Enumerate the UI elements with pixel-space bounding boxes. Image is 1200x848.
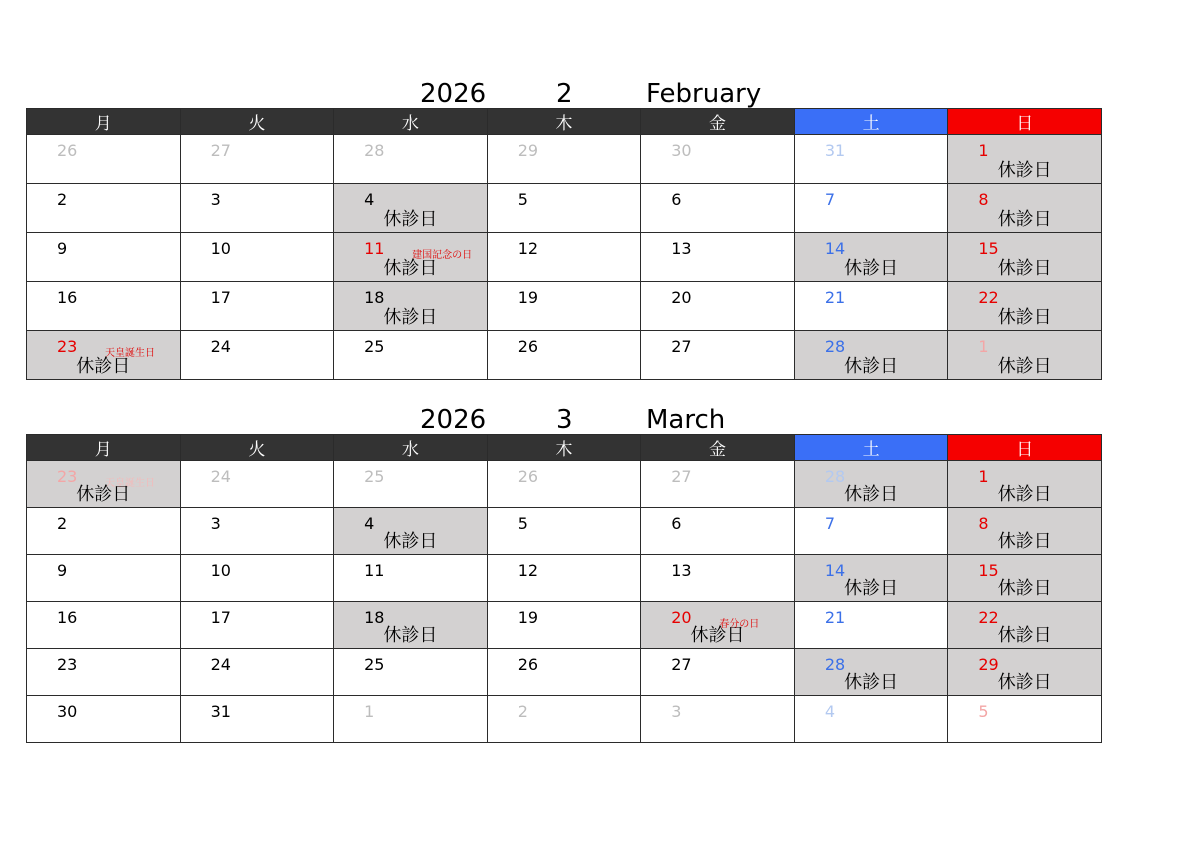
day-cell — [27, 508, 181, 555]
weekday-thu: 木 — [487, 109, 641, 135]
holiday-name: 天皇誕生日 — [105, 478, 155, 489]
day-number: 26 — [517, 655, 539, 674]
week-row — [27, 184, 1102, 233]
week-row — [27, 135, 1102, 184]
weekday-mon: 月 — [27, 435, 181, 461]
day-cell — [180, 602, 334, 649]
day-cell — [641, 331, 795, 380]
day-number: 1 — [978, 467, 989, 486]
title-month-name: March — [646, 405, 726, 435]
closed-label: 休診日 — [997, 531, 1052, 552]
day-cell — [948, 696, 1102, 743]
day-cell — [27, 696, 181, 743]
day-number: 4 — [824, 702, 835, 721]
day-number: 25 — [364, 467, 385, 486]
day-cell — [948, 508, 1102, 555]
calendar-title — [26, 78, 1102, 108]
week-row — [27, 555, 1102, 602]
day-cell — [487, 649, 641, 696]
day-number: 28 — [824, 337, 846, 356]
day-number: 13 — [671, 239, 692, 258]
closed-label: 休診日 — [997, 307, 1052, 328]
day-cell — [27, 184, 181, 233]
day-number: 12 — [517, 239, 539, 258]
closed-label: 休診日 — [997, 209, 1052, 230]
closed-label: 休診日 — [383, 625, 438, 646]
weekday-mon: 月 — [27, 109, 181, 135]
day-cell — [334, 233, 488, 282]
closed-label: 休診日 — [997, 578, 1052, 599]
day-cell — [794, 649, 948, 696]
day-cell — [948, 555, 1102, 602]
calendar-title — [26, 404, 1102, 434]
closed-label: 休診日 — [76, 484, 131, 505]
closed-label: 休診日 — [997, 258, 1052, 279]
day-cell — [27, 461, 181, 508]
day-cell — [180, 331, 334, 380]
day-number: 5 — [517, 514, 528, 533]
day-cell — [641, 233, 795, 282]
closed-label: 休診日 — [997, 484, 1052, 505]
day-cell — [641, 649, 795, 696]
day-number: 5 — [517, 190, 528, 209]
day-number: 5 — [978, 702, 989, 721]
day-cell — [794, 135, 948, 184]
day-number: 23 — [57, 467, 78, 486]
day-cell — [641, 282, 795, 331]
closed-label: 休診日 — [76, 356, 131, 377]
weekday-tue: 火 — [180, 109, 334, 135]
day-number: 27 — [671, 467, 692, 486]
day-cell — [487, 233, 641, 282]
day-cell — [27, 233, 181, 282]
week-row — [27, 233, 1102, 282]
day-cell — [641, 135, 795, 184]
closed-label: 休診日 — [383, 209, 438, 230]
day-number: 26 — [517, 337, 539, 356]
weekday-wed: 水 — [334, 435, 488, 461]
day-number: 1 — [978, 141, 989, 160]
day-number: 4 — [364, 514, 375, 533]
day-number: 28 — [364, 141, 385, 160]
day-number: 3 — [210, 514, 221, 533]
title-year: 2026 — [420, 405, 487, 435]
day-cell — [334, 602, 488, 649]
day-number: 27 — [671, 337, 692, 356]
day-number: 26 — [57, 141, 78, 160]
holiday-name: 建国記念の日 — [412, 250, 473, 261]
week-row — [27, 508, 1102, 555]
day-cell — [948, 184, 1102, 233]
day-number: 19 — [517, 288, 539, 307]
day-cell — [487, 135, 641, 184]
weekday-sat: 土 — [794, 435, 948, 461]
day-number: 20 — [671, 288, 692, 307]
closed-label: 休診日 — [997, 356, 1052, 377]
day-cell — [180, 508, 334, 555]
week-row — [27, 461, 1102, 508]
day-cell — [641, 602, 795, 649]
day-number: 2 — [57, 514, 68, 533]
day-number: 1 — [364, 702, 375, 721]
title-month: 3 — [556, 405, 573, 435]
day-cell — [641, 461, 795, 508]
day-number: 9 — [57, 239, 68, 258]
day-cell — [641, 555, 795, 602]
closed-label: 休診日 — [997, 625, 1052, 646]
day-cell — [641, 508, 795, 555]
closed-label: 休診日 — [844, 484, 899, 505]
closed-label: 休診日 — [383, 258, 438, 279]
weekday-sat: 土 — [794, 109, 948, 135]
calendar-february — [26, 78, 1102, 380]
week-row — [27, 602, 1102, 649]
day-number: 24 — [210, 467, 231, 486]
weekday-tue: 火 — [180, 435, 334, 461]
day-number: 12 — [517, 561, 539, 580]
day-cell — [180, 696, 334, 743]
day-cell — [180, 184, 334, 233]
day-cell — [27, 282, 181, 331]
day-cell — [794, 331, 948, 380]
weekday-fri: 金 — [641, 109, 795, 135]
day-number: 28 — [824, 467, 846, 486]
day-number: 6 — [671, 514, 682, 533]
day-number: 31 — [824, 141, 846, 160]
day-cell — [487, 184, 641, 233]
day-number: 14 — [824, 239, 846, 258]
day-number: 24 — [210, 337, 231, 356]
day-cell — [334, 555, 488, 602]
day-number: 29 — [978, 655, 999, 674]
day-number: 8 — [978, 514, 989, 533]
week-row — [27, 282, 1102, 331]
day-number: 16 — [57, 288, 78, 307]
day-cell — [948, 602, 1102, 649]
title-year: 2026 — [420, 79, 487, 109]
day-cell — [487, 508, 641, 555]
day-number: 9 — [57, 561, 68, 580]
day-cell — [641, 184, 795, 233]
day-cell — [487, 331, 641, 380]
day-number: 10 — [210, 239, 231, 258]
day-number: 28 — [824, 655, 846, 674]
day-number: 3 — [671, 702, 682, 721]
day-cell — [487, 282, 641, 331]
day-number: 17 — [210, 608, 231, 627]
day-cell — [27, 602, 181, 649]
title-month: 2 — [556, 79, 573, 109]
calendar-body — [27, 135, 1102, 380]
closed-label: 休診日 — [844, 578, 899, 599]
day-cell — [948, 233, 1102, 282]
day-number: 1 — [978, 337, 989, 356]
day-number: 2 — [517, 702, 528, 721]
day-number: 3 — [210, 190, 221, 209]
day-number: 16 — [57, 608, 78, 627]
day-number: 29 — [517, 141, 539, 160]
day-cell — [487, 696, 641, 743]
day-cell — [27, 135, 181, 184]
day-cell — [948, 135, 1102, 184]
day-cell — [641, 696, 795, 743]
weekday-header — [27, 435, 1102, 461]
day-cell — [487, 602, 641, 649]
weekday-thu: 木 — [487, 435, 641, 461]
day-cell — [334, 331, 488, 380]
day-cell — [180, 555, 334, 602]
weekday-sun: 日 — [948, 435, 1102, 461]
closed-label: 休診日 — [844, 672, 899, 693]
day-number: 25 — [364, 337, 385, 356]
closed-label: 休診日 — [997, 672, 1052, 693]
calendar-march — [26, 404, 1102, 743]
closed-label: 休診日 — [383, 531, 438, 552]
day-number: 2 — [57, 190, 68, 209]
day-cell — [794, 233, 948, 282]
day-number: 24 — [210, 655, 231, 674]
day-cell — [180, 649, 334, 696]
day-cell — [27, 331, 181, 380]
day-number: 31 — [210, 702, 231, 721]
day-number: 14 — [824, 561, 846, 580]
day-cell — [948, 649, 1102, 696]
day-number: 26 — [517, 467, 539, 486]
weekday-wed: 水 — [334, 109, 488, 135]
closed-label: 休診日 — [844, 356, 899, 377]
week-row — [27, 331, 1102, 380]
day-cell — [334, 461, 488, 508]
day-number: 15 — [978, 561, 999, 580]
closed-label: 休診日 — [997, 160, 1052, 181]
day-cell — [27, 649, 181, 696]
day-cell — [487, 555, 641, 602]
day-cell — [334, 696, 488, 743]
day-number: 15 — [978, 239, 999, 258]
day-cell — [180, 282, 334, 331]
day-cell — [794, 282, 948, 331]
day-number: 17 — [210, 288, 231, 307]
day-cell — [794, 508, 948, 555]
day-number: 25 — [364, 655, 385, 674]
day-cell — [948, 282, 1102, 331]
day-number: 30 — [57, 702, 78, 721]
calendar-grid — [26, 434, 1102, 743]
day-cell — [334, 184, 488, 233]
day-number: 27 — [671, 655, 692, 674]
day-number: 27 — [210, 141, 231, 160]
day-cell — [948, 461, 1102, 508]
day-cell — [334, 282, 488, 331]
day-cell — [334, 135, 488, 184]
day-cell — [334, 508, 488, 555]
day-cell — [180, 233, 334, 282]
title-month-name: February — [646, 79, 762, 109]
weekday-header — [27, 109, 1102, 135]
closed-label: 休診日 — [690, 625, 745, 646]
day-number: 21 — [824, 608, 846, 627]
day-number: 7 — [824, 190, 835, 209]
day-cell — [794, 461, 948, 508]
day-number: 22 — [978, 288, 999, 307]
day-cell — [180, 461, 334, 508]
weekday-fri: 金 — [641, 435, 795, 461]
holiday-name: 春分の日 — [719, 619, 760, 630]
day-number: 23 — [57, 337, 78, 356]
day-number: 30 — [671, 141, 692, 160]
day-number: 20 — [671, 608, 692, 627]
day-cell — [794, 696, 948, 743]
day-number: 22 — [978, 608, 999, 627]
week-row — [27, 649, 1102, 696]
day-cell — [794, 602, 948, 649]
day-cell — [180, 135, 334, 184]
day-number: 10 — [210, 561, 231, 580]
day-number: 11 — [364, 239, 385, 258]
day-cell — [334, 649, 488, 696]
day-number: 13 — [671, 561, 692, 580]
day-number: 4 — [364, 190, 375, 209]
closed-label: 休診日 — [383, 307, 438, 328]
day-number: 7 — [824, 514, 835, 533]
calendar-grid — [26, 108, 1102, 380]
weekday-sun: 日 — [948, 109, 1102, 135]
week-row — [27, 696, 1102, 743]
day-number: 11 — [364, 561, 385, 580]
holiday-name: 天皇誕生日 — [105, 348, 155, 359]
day-cell — [27, 555, 181, 602]
day-number: 19 — [517, 608, 539, 627]
closed-label: 休診日 — [844, 258, 899, 279]
day-cell — [794, 555, 948, 602]
day-cell — [948, 331, 1102, 380]
day-number: 18 — [364, 288, 385, 307]
day-number: 8 — [978, 190, 989, 209]
day-number: 6 — [671, 190, 682, 209]
day-number: 21 — [824, 288, 846, 307]
day-cell — [794, 184, 948, 233]
calendar-body — [27, 461, 1102, 743]
day-number: 23 — [57, 655, 78, 674]
day-number: 18 — [364, 608, 385, 627]
day-cell — [487, 461, 641, 508]
